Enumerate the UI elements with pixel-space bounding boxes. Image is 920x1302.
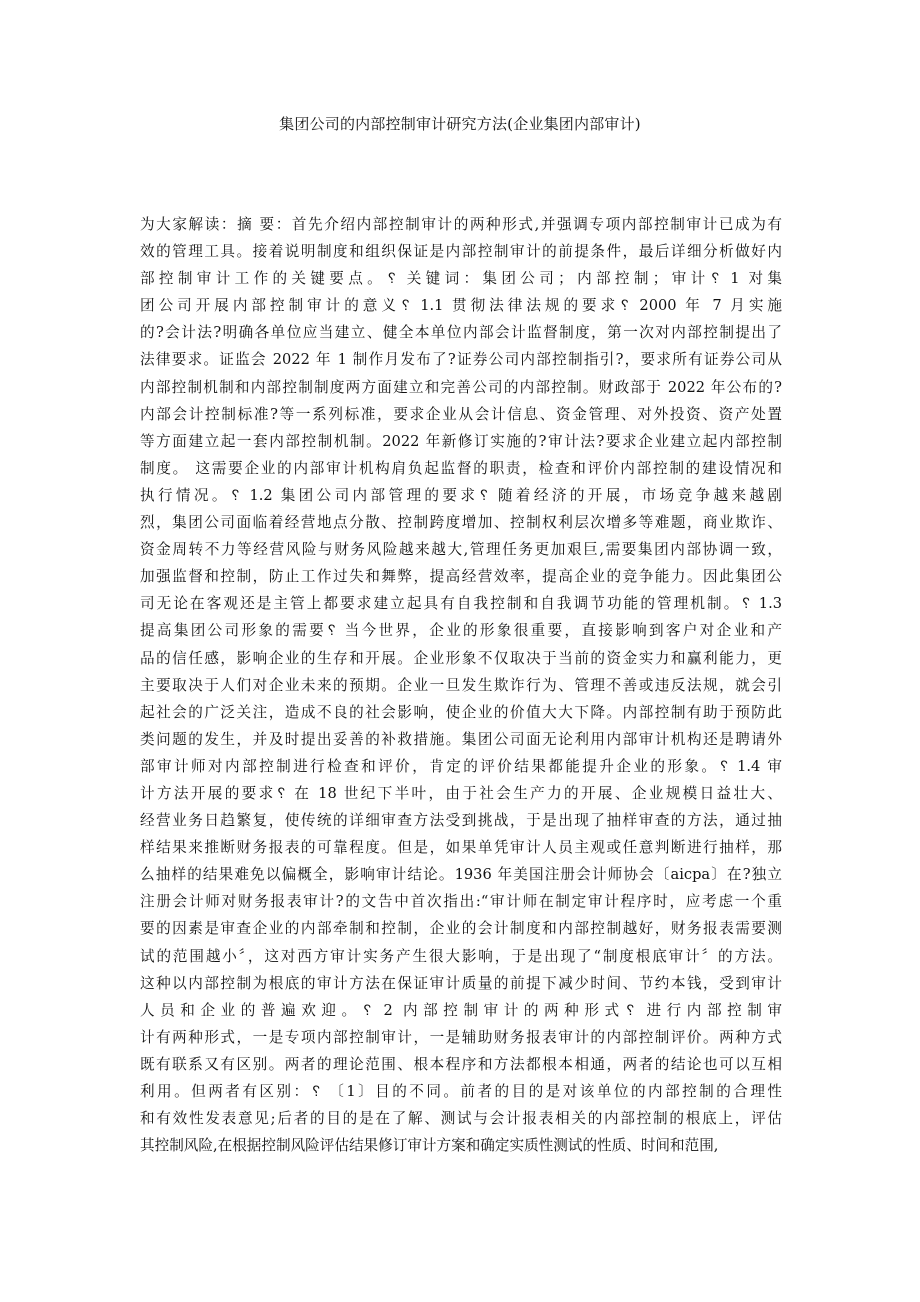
body-text-line: 部控制审计工作的关键要点。␦ 关键词：集团公司；内部控制；审计␦ 1 对集 [140,270,782,288]
body-text-line: 利用。但两者有区别：␦ 〔1〕目的不同。前者的目的是对该单位的内部控制的合理性 [140,1083,782,1100]
body-text-line: 团公司开展内部控制审计的意义␦ 1.1 贯彻法律法规的要求␦ 2000 年 7 月实施 [140,297,782,315]
body-text-line: 内部会计控制标准?等一系列标准，要求企业从会计信息、资金管理、对外投资、资产处置 [140,405,782,423]
body-text-line: 品的信任感，影响企业的生存和开展。企业形象不仅取决于当前的资金实力和赢利能力，更 [140,649,782,667]
body-text-line: 人员和企业的普遍欢迎。␦ 2 内部控制审计的两种形式␦ 进行内部控制审 [140,1001,782,1019]
body-text-line: 既有联系又有区别。两者的理论范围、根本程序和方法都根本相通，两者的结论也可以互相 [140,1055,782,1073]
body-text-line: 法律要求。证监会 2022 年 1 制作月发布了?证券公司内部控制指引?，要求所有证券公司从 [140,351,782,369]
body-text-line: 制度。 这需要企业的内部审计机构肩负起监督的职责，检查和评价内部控制的建设情况和 [140,459,782,477]
body-text-line: 经营业务日趋繁复，使传统的详细审查方法受到挑战，于是出现了抽样审查的方法，通过抽 [140,812,782,830]
body-text-line: 等方面建立起一套内部控制机制。2022 年新修订实施的?审计法?要求企业建立起内部控制 [140,432,782,450]
body-text-line: 的?会计法?明确各单位应当建立、健全本单位内部会计监督制度，第一次对内部控制提出了 [140,324,782,342]
document-body [140,211,782,1159]
body-text-line: 么抽样的结果难免以偏概全，影响审计结论。1936 年美国注册会计师协会〔aicpa〕在?独立 [140,866,782,884]
body-text-line: 试的范围越小〞，这对西方审计实务产生很大影响，于是出现了“制度根底审计〞的方法。 [140,947,782,965]
body-text-line: 执行情况。␦ 1.2 集团公司内部管理的要求␦ 随着经济的开展，市场竞争越来越剧 [140,486,782,504]
body-text-line: 注册会计师对财务报表审计?的文告中首次指出:“审计师在制定审计程序时，应考虑一个重 [140,893,782,911]
body-text-line: 效的管理工具。接着说明制度和组织保证是内部控制审计的前提条件，最后详细分析做好内 [140,243,782,261]
body-text-line: 为大家解读：摘 要：首先介绍内部控制审计的两种形式,并强调专项内部控制审计已成为有 [140,216,782,233]
body-text-line: 这种以内部控制为根底的审计方法在保证审计质量的前提下减少时间、节约本钱，受到审计 [140,974,782,992]
body-text-line: 烈，集团公司面临着经营地点分散、控制跨度增加、控制权利层次增多等难题，商业欺诈、 [140,514,782,532]
body-text-line: 类问题的发生，并及时提出妥善的补救措施。集团公司面无论利用内部审计机构还是聘请外 [140,730,782,748]
body-text-line: 样结果来推断财务报表的可靠程度。但是，如果单凭审计人员主观或任意判断进行抽样，那 [140,839,782,857]
body-text-line: 加强监督和控制，防止工作过失和舞弊，提高经营效率，提高企业的竞争能力。因此集团公 [140,568,782,586]
body-text-line: 起社会的广泛关注，造成不良的社会影响，使企业的价值大大下降。内部控制有助于预防此 [140,703,782,721]
body-text-line: 和有效性发表意见;后者的目的是在了解、测试与会计报表相关的内部控制的根底上，评估 [140,1110,782,1128]
body-text-line: 主要取决于人们对企业未来的预期。企业一旦发生欺诈行为、管理不善或违反法规，就会引 [140,676,782,694]
body-text-line: 司无论在客观还是主管上都要求建立起具有自我控制和自我调节功能的管理机制。␦ 1.3 [140,595,782,613]
body-text-line: 计方法开展的要求␦ 在 18 世纪下半叶，由于社会生产力的开展、企业规模日益壮大、 [140,784,782,802]
body-text-line: 内部控制机制和内部控制制度两方面建立和完善公司的内部控制。财政部于 2022 年公布的? [140,378,782,396]
body-text-line: 要的因素是审查企业的内部牵制和控制，企业的会计制度和内部控制越好，财务报表需要测 [140,920,782,938]
body-text-line: 资金周转不力等经营风险与财务风险越来越大,管理任务更加艰巨,需要集团内部协调一致， [140,541,782,559]
document-title: 集团公司的内部控制审计研究方法(企业集团内部审计) [279,115,641,133]
body-text-line: 计有两种形式，一是专项内部控制审计，一是辅助财务报表审计的内部控制评价。两种方式 [140,1028,782,1046]
body-text-line: 部审计师对内部控制进行检查和评价，肯定的评价结果都能提升企业的形象。␦ 1.4 审 [140,757,782,775]
body-text-line: 其控制风险,在根据控制风险评估结果修订审计方案和确定实质性测试的性质、时间和范围, [140,1137,719,1155]
body-text-line: 提高集团公司形象的需要␦ 当今世界，企业的形象很重要，直接影响到客户对企业和产 [140,622,782,640]
